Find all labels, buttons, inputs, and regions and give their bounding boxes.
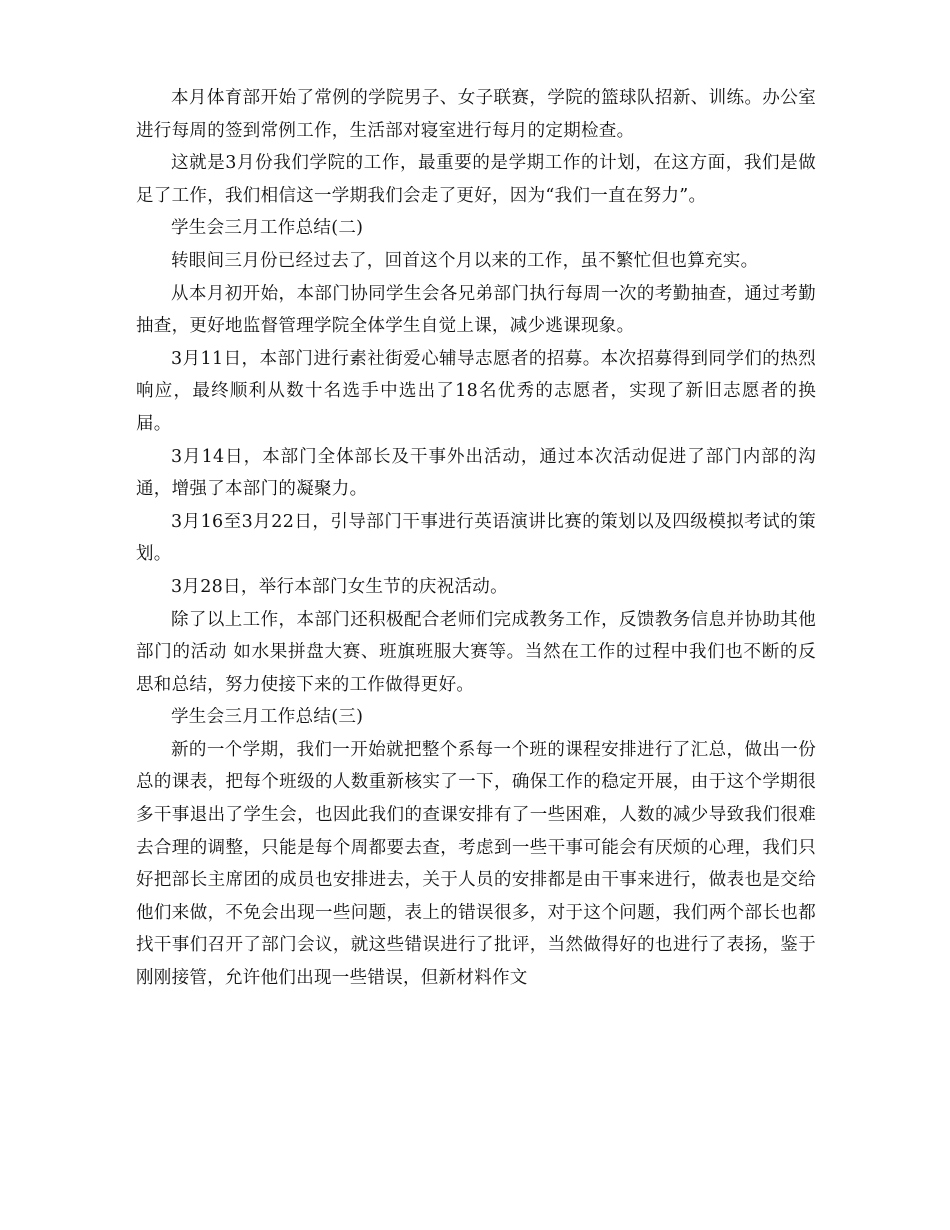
section-heading: 学生会三月工作总结(三)	[171, 707, 364, 728]
paragraph: 这就是3月份我们学院的工作，最重要的是学期工作的计划，在这方面，我们是做足了工作，我们相信这一学期我们会走了更好，因为“我们一直在努力”。	[136, 153, 816, 206]
paragraph: 3月11日，本部门进行素社街爱心辅导志愿者的招募。本次招募得到同学们的热烈响应，最终顺利从数十名选手中选出了18名优秀的志愿者，实现了新旧志愿者的换届。	[136, 348, 816, 434]
paragraph: 本月体育部开始了常例的学院男子、女子联赛，学院的篮球队招新、训练。办公室进行每周的签到常例工作，生活部对寝室进行每月的定期检查。	[136, 88, 816, 141]
paragraph: 新的一个学期，我们一开始就把整个系每一个班的课程安排进行了汇总，做出一份总的课表，把每个班级的人数重新核实了一下，确保工作的稳定开展，由于这个学期很多干事退出了学生会，也因此我们的查课安排有了一些困难，人数的减少导致我们很难去合理的调整，只能是每个周都要去查，考虑到一些干事可能会有厌烦的心理，我们只好把部长主席团的成员也安排进去，关于人员的安排都是由干事来进行，做表也是交给他们来做，不免会出现一些问题，表上的错误很多，对于这个问题，我们两个部长也都找干事们召开了部门会议，就这些错误进行了批评，当然做得好的也进行了表扬，鉴于刚刚接管，允许他们出现一些错误，但新材料作文	[136, 739, 816, 989]
paragraph: 从本月初开始，本部门协同学生会各兄弟部门执行每周一次的考勤抽查，通过考勤抽查，更好地监督管理学院全体学生自觉上课，减少逃课现象。	[136, 283, 816, 337]
paragraph: 3月16至3月22日，引导部门干事进行英语演讲比赛的策划以及四级模拟考试的策划。	[136, 511, 816, 565]
paragraph: 除了以上工作，本部门还积极配合老师们完成教务工作，反馈教务信息并协助其他部门的活动 如水果拼盘大赛、班旗班服大赛等。当然在工作的过程中我们也不断的反思和总结，努力使接下来的工作做得更好。	[136, 609, 816, 695]
paragraph: 3月28日，举行本部门女生节的庆祝活动。	[171, 576, 508, 597]
paragraph: 3月14日，本部门全体部长及干事外出活动，通过本次活动促进了部门内部的沟通，增强了本部门的凝聚力。	[136, 446, 816, 500]
document-body	[136, 82, 816, 995]
section-heading: 学生会三月工作总结(二)	[171, 218, 364, 239]
paragraph: 转眼间三月份已经过去了，回首这个月以来的工作，虽不繁忙但也算充实。	[171, 250, 759, 271]
